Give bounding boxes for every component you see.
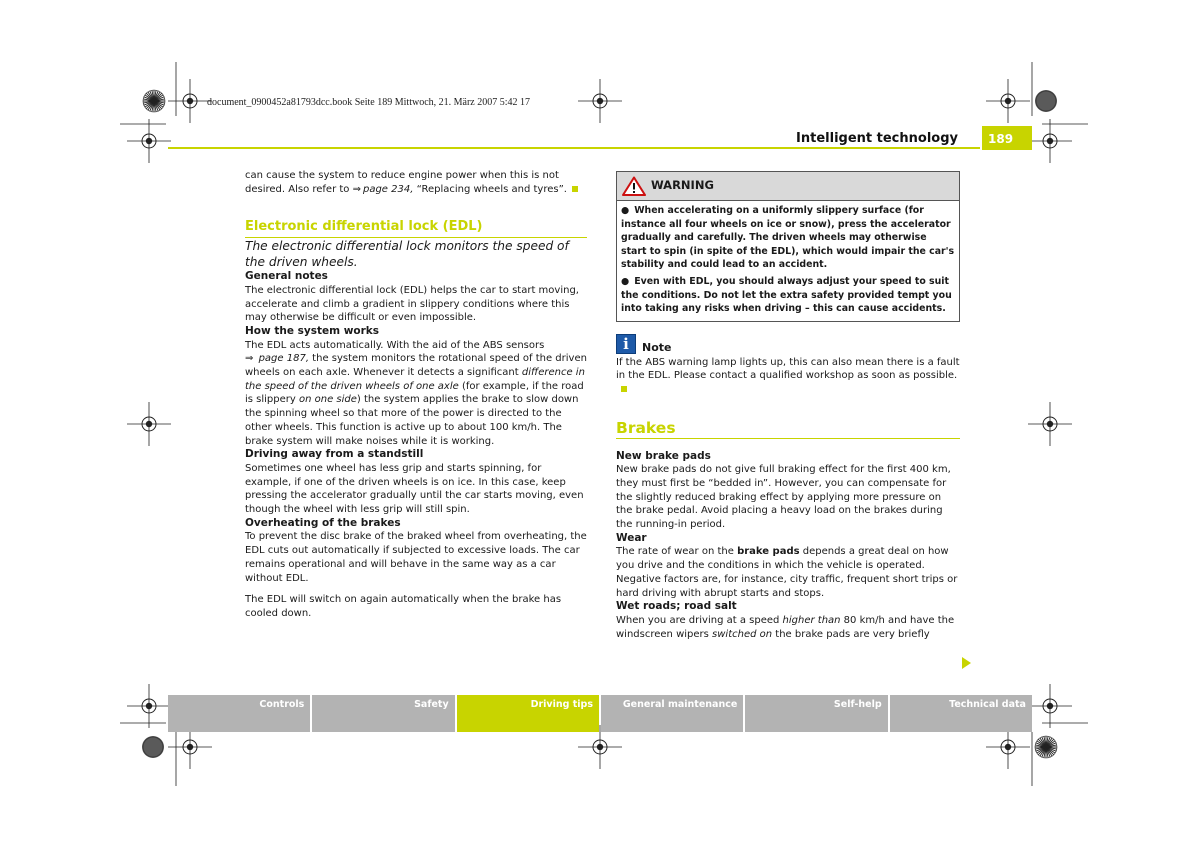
chapter-nav-bar: [168, 695, 1032, 732]
page-number: 189: [982, 126, 1032, 150]
section-end-marker-icon: [572, 186, 578, 192]
note-title: Note: [642, 340, 672, 354]
general-notes-heading: General notes: [245, 270, 328, 283]
continue-arrow-icon: [962, 657, 971, 669]
page-section-title: Intelligent technology: [796, 131, 958, 146]
overheating-heading: Overheating of the brakes: [245, 516, 401, 529]
cross-reference-arrow-icon: ⇒: [245, 353, 254, 365]
tab-driving-tips[interactable]: Driving tips: [457, 695, 599, 732]
page-reference-link[interactable]: page 234,: [362, 183, 414, 195]
tab-self-help[interactable]: Self-help: [745, 695, 887, 732]
warning-header: [617, 172, 959, 201]
bullet-icon: ●: [621, 205, 630, 216]
tab-controls[interactable]: Controls: [168, 695, 310, 732]
how-system-works-text: The EDL acts automatically. With the aid of the ABS sensors ⇒ page 187, the system monitors the rotational speed of the driven wheels on each axle. Whenever it detects a significant difference in the speed of the driven wheels of one axle (for example, if the road is slippery on one side) the system applies the brake to slow down the spinning wheel so that more of the power is directed to the other wheels. This function is active up to about 100 km/h. The brake system will make noises while it is working.: [245, 339, 587, 447]
overheating-text-1: To prevent the disc brake of the braked wheel from overheating, the EDL cuts out automatically if subjected to excessive loads. The car remains operational and will behave in the same way as a car without EDL.: [245, 531, 587, 584]
intro-paragraph: can cause the system to reduce engine power when this is not desired. Also refer to ⇒ page 234, “Replacing wheels and tyres”.: [245, 169, 587, 196]
note-header: [616, 334, 960, 354]
new-brake-pads-text: New brake pads do not give full braking effect for the first 400 km, they must first be “bedded in”. However, you can compensate for the slightly reduced braking effect by applying more pressure on the brake pedal. Avoid placing a heavy load on the brakes during the running-in period.: [616, 464, 951, 531]
wet-roads-heading: Wet roads; road salt: [616, 600, 737, 613]
print-info-line: document_0900452a81793dcc.book Seite 189 Mittwoch, 21. März 2007 5:42 17: [207, 97, 531, 108]
section-end-marker-icon: [621, 386, 627, 392]
warning-item: ● Even with EDL, you should always adjust your speed to suit the conditions. Do not let the extra safety provided tempt you into taking any risks when driving – this can cause accidents.: [621, 275, 952, 315]
bullet-icon: ●: [621, 275, 630, 287]
brakes-section-heading: Brakes: [616, 422, 960, 439]
tab-general-maintenance[interactable]: General maintenance: [601, 695, 743, 732]
driving-away-text: Sometimes one wheel has less grip and starts spinning, for example, if one of the driven wheels is on ice. In this case, keep pressing the accelerator gradually until the car starts moving, even though the wheel with less grip will still spin.: [245, 462, 584, 516]
general-notes-text: The electronic differential lock (EDL) helps the car to start moving, accelerate and climb a gradient in slippery conditions where this may otherwise be difficult or even impossible.: [245, 284, 579, 324]
edl-lead-text: The electronic differential lock monitors the speed of the driven wheels.: [245, 239, 569, 270]
cross-reference-arrow-icon: ⇒: [352, 183, 361, 195]
wear-heading: Wear: [616, 531, 647, 544]
left-column: [245, 169, 587, 621]
warning-triangle-icon: [622, 176, 646, 196]
overheating-text-2: The EDL will switch on again automatically when the brake has cooled down.: [245, 594, 562, 619]
warning-body: [617, 201, 959, 321]
info-icon: i: [616, 334, 636, 354]
wear-text: The rate of wear on the brake pads depends a great deal on how you drive and the conditions in which the vehicle is operated. Negative factors are, for instance, city traffic, frequent short trips or hard driving with abrupt starts and stops.: [616, 546, 958, 599]
tab-safety[interactable]: Safety: [312, 695, 454, 732]
warning-title: WARNING: [651, 178, 714, 193]
wet-roads-text: When you are driving at a speed higher than 80 km/h and have the windscreen wipers switched on the brake pads are very briefly: [616, 615, 955, 640]
header-rule: [168, 147, 980, 149]
driving-away-heading: Driving away from a standstill: [245, 448, 424, 461]
edl-section-heading: Electronic differential lock (EDL): [245, 220, 587, 238]
how-system-works-heading: How the system works: [245, 324, 380, 337]
right-column: [616, 171, 960, 641]
page-reference-link[interactable]: page 187,: [258, 353, 309, 365]
note-text: If the ABS warning lamp lights up, this can also mean there is a fault in the EDL. Please contact a qualified workshop as soon as possible.: [616, 356, 960, 397]
new-brake-pads-heading: New brake pads: [616, 449, 711, 462]
warning-item: ● When accelerating on a uniformly slippery surface (for instance all four wheels on ice or snow), press the accelerator gradually and carefully. The driven wheels may otherwise start to spin (in spite of the EDL), which would impair the car's stability and could lead to an accident.: [621, 205, 955, 271]
tab-technical-data[interactable]: Technical data: [890, 695, 1032, 732]
warning-box: [616, 171, 960, 322]
